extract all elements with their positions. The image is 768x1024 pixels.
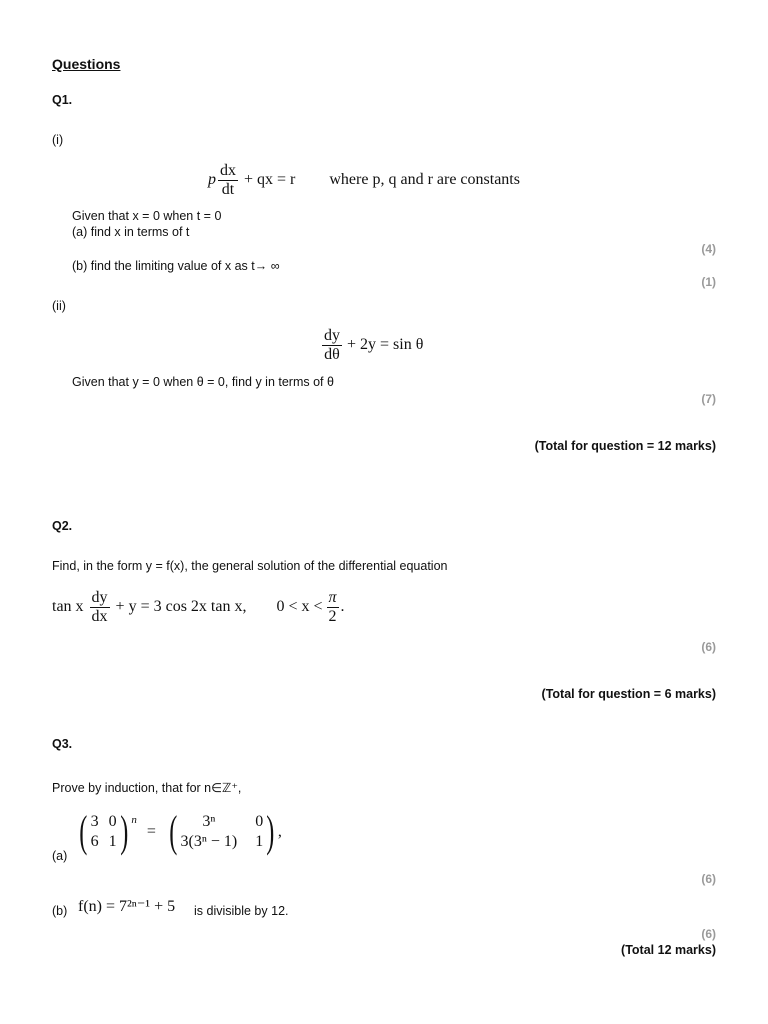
matrix-left-grid bbox=[91, 813, 117, 851]
q2-eq-two: 2 bbox=[328, 607, 337, 625]
eq1-p: p bbox=[208, 171, 216, 189]
q1-part-ii-marks: (7) bbox=[701, 392, 716, 406]
q1-part-ii-label: (ii) bbox=[52, 299, 66, 313]
q1-part-b-marks: (1) bbox=[701, 275, 716, 289]
q2-marks: (6) bbox=[701, 640, 716, 654]
left-paren-icon: ( bbox=[169, 807, 178, 856]
q3-part-a-label: (a) bbox=[52, 849, 68, 863]
q2-prompt: Find, in the form y = f(x), the general solution of the differential equation bbox=[52, 559, 448, 573]
q2-eq-rest: + y = 3 cos 2x tan x, bbox=[115, 598, 247, 616]
q2-eq-range: 0 < x < bbox=[276, 598, 323, 616]
q2-eq-lead: tan x bbox=[52, 598, 84, 616]
q2-total: (Total for question = 6 marks) bbox=[541, 687, 716, 701]
q2-eq-end: . bbox=[340, 598, 345, 616]
m2-d: 1 bbox=[255, 833, 264, 850]
q1-total: (Total for question = 12 marks) bbox=[534, 439, 716, 453]
eq1-where: where p, q and r are constants bbox=[329, 171, 520, 189]
q3-matrix-equation bbox=[76, 807, 282, 856]
q3-total: (Total 12 marks) bbox=[621, 943, 716, 957]
q3-part-b-text: is divisible by 12. bbox=[194, 904, 289, 918]
q1-part-a-marks: (4) bbox=[701, 242, 716, 256]
q3-part-b-marks: (6) bbox=[701, 927, 716, 941]
q2-equation bbox=[52, 589, 345, 625]
matrix-right-grid bbox=[181, 813, 264, 851]
matrix-equals: = bbox=[146, 823, 156, 840]
left-paren-icon: ( bbox=[79, 807, 88, 856]
q1-equation-2 bbox=[320, 327, 423, 363]
q3-function: f(n) = 7²ⁿ⁻¹ + 5 bbox=[78, 898, 176, 915]
m2-a: 3ⁿ bbox=[202, 813, 216, 830]
eq1-denominator: dt bbox=[221, 180, 235, 198]
matrix-power: n bbox=[131, 814, 137, 826]
q2-eq-fraction bbox=[90, 589, 110, 625]
m1-b: 0 bbox=[108, 813, 117, 830]
eq2-numerator: dy bbox=[324, 327, 340, 344]
eq1-numerator: dx bbox=[220, 162, 236, 179]
q3-prompt: Prove by induction, that for n∈ℤ⁺, bbox=[52, 781, 242, 795]
right-paren-icon: ) bbox=[266, 807, 275, 856]
m2-b: 0 bbox=[255, 813, 264, 830]
question-1-label: Q1. bbox=[52, 93, 73, 107]
matrix-comma: , bbox=[277, 823, 282, 840]
q1-part-i-label: (i) bbox=[52, 133, 64, 147]
m1-c: 6 bbox=[90, 833, 99, 850]
eq2-denominator: dθ bbox=[324, 345, 340, 363]
q2-eq-numerator: dy bbox=[91, 589, 108, 606]
matrix-right bbox=[166, 807, 278, 856]
m1-d: 1 bbox=[108, 833, 117, 850]
q1-given-2: Given that y = 0 when θ = 0, find y in terms of θ bbox=[72, 375, 334, 389]
m1-a: 3 bbox=[90, 813, 99, 830]
q1-part-b: (b) find the limiting value of x as t→ ∞ bbox=[72, 259, 280, 273]
q2-eq-denominator: dx bbox=[91, 607, 108, 625]
eq1-rest: + qx = r bbox=[244, 171, 296, 189]
eq2-rest: + 2y = sin θ bbox=[347, 336, 424, 354]
q1-equation-1 bbox=[208, 162, 520, 198]
eq1-fraction bbox=[218, 162, 238, 198]
q2-eq-pi: π bbox=[328, 589, 337, 606]
q3-part-a-marks: (6) bbox=[701, 872, 716, 886]
m2-c: 3(3ⁿ − 1) bbox=[180, 833, 238, 850]
right-paren-icon: ) bbox=[119, 807, 129, 856]
question-3-label: Q3. bbox=[52, 737, 73, 751]
q1-part-a: (a) find x in terms of t bbox=[72, 225, 190, 239]
page-title: Questions bbox=[52, 56, 121, 72]
q3-part-b-label: (b) bbox=[52, 904, 68, 918]
q1-given: Given that x = 0 when t = 0 bbox=[72, 209, 222, 223]
question-2-label: Q2. bbox=[52, 519, 73, 533]
q2-eq-pi-fraction bbox=[327, 589, 339, 625]
matrix-left bbox=[76, 807, 131, 856]
eq2-fraction bbox=[322, 327, 342, 363]
